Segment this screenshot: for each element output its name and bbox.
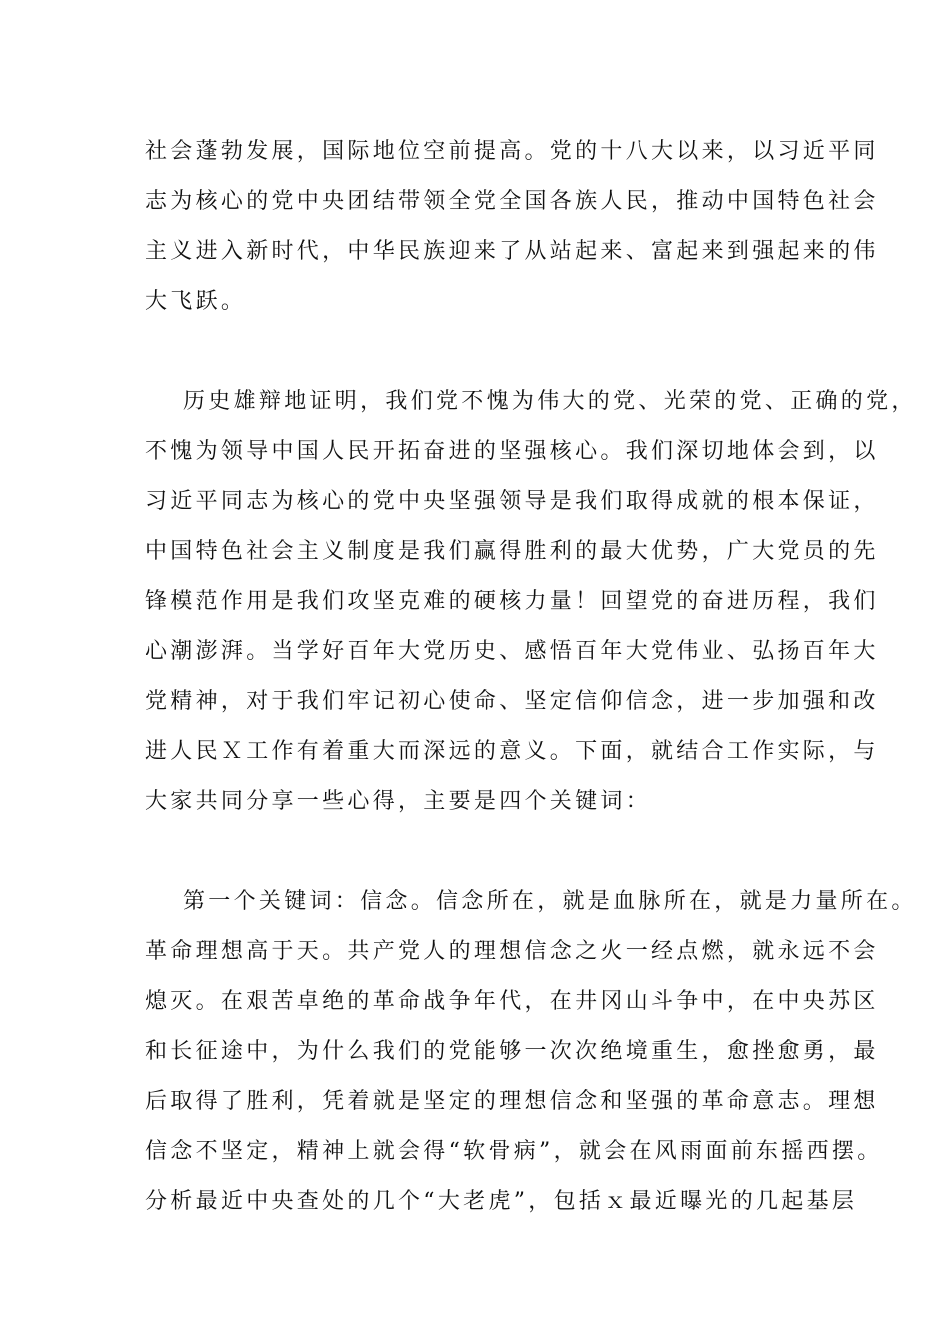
paragraph-2-line-2: 不愧为领导中国人民开拓奋进的坚强核心。我们深切地体会到，以	[145, 439, 879, 464]
paragraph-3-line-3: 熄灭。在艰苦卓绝的革命战争年代，在井冈山斗争中，在中央苏区	[145, 989, 879, 1014]
paragraph-1-line-4: 大飞跃。	[145, 289, 247, 314]
paragraph-2-line-7: 党精神，对于我们牢记初心使命、坚定信仰信念，进一步加强和改	[145, 689, 879, 714]
paragraph-3-line-7: 分析最近中央查处的几个“大老虎”，包括ｘ最近曝光的几起基层	[145, 1189, 858, 1214]
paragraph-3-line-5: 后取得了胜利，凭着就是坚定的理想信念和坚强的革命意志。理想	[145, 1089, 879, 1114]
paragraph-3-line-4: 和长征途中，为什么我们的党能够一次次绝境重生，愈挫愈勇，最	[145, 1039, 879, 1064]
paragraph-1-line-1: 社会蓬勃发展，国际地位空前提高。党的十八大以来，以习近平同	[145, 139, 879, 164]
paragraph-2-line-5: 锋模范作用是我们攻坚克难的硬核力量！回望党的奋进历程，我们	[145, 589, 879, 614]
paragraph-3-line-6: 信念不坚定，精神上就会得“软骨病”，就会在风雨面前东摇西摆。	[145, 1139, 883, 1164]
paragraph-2-line-3: 习近平同志为核心的党中央坚强领导是我们取得成就的根本保证，	[145, 489, 879, 514]
paragraph-3-line-1: 第一个关键词：信念。信念所在，就是血脉所在，就是力量所在。	[183, 889, 917, 914]
paragraph-2-line-4: 中国特色社会主义制度是我们赢得胜利的最大优势，广大党员的先	[145, 539, 879, 564]
paragraph-2-line-1: 历史雄辩地证明，我们党不愧为伟大的党、光荣的党、正确的党，	[183, 389, 917, 414]
paragraph-2-line-6: 心潮澎湃。当学好百年大党历史、感悟百年大党伟业、弘扬百年大	[145, 639, 879, 664]
paragraph-1-line-2: 志为核心的党中央团结带领全党全国各族人民，推动中国特色社会	[145, 189, 879, 214]
paragraph-2-line-8: 进人民Ｘ工作有着重大而深远的意义。下面，就结合工作实际，与	[145, 739, 879, 764]
paragraph-2-line-9: 大家共同分享一些心得，主要是四个关键词：	[145, 789, 652, 814]
paragraph-3-line-2: 革命理想高于天。共产党人的理想信念之火一经点燃，就永远不会	[145, 939, 879, 964]
paragraph-1-line-3: 主义进入新时代，中华民族迎来了从站起来、富起来到强起来的伟	[145, 239, 879, 264]
